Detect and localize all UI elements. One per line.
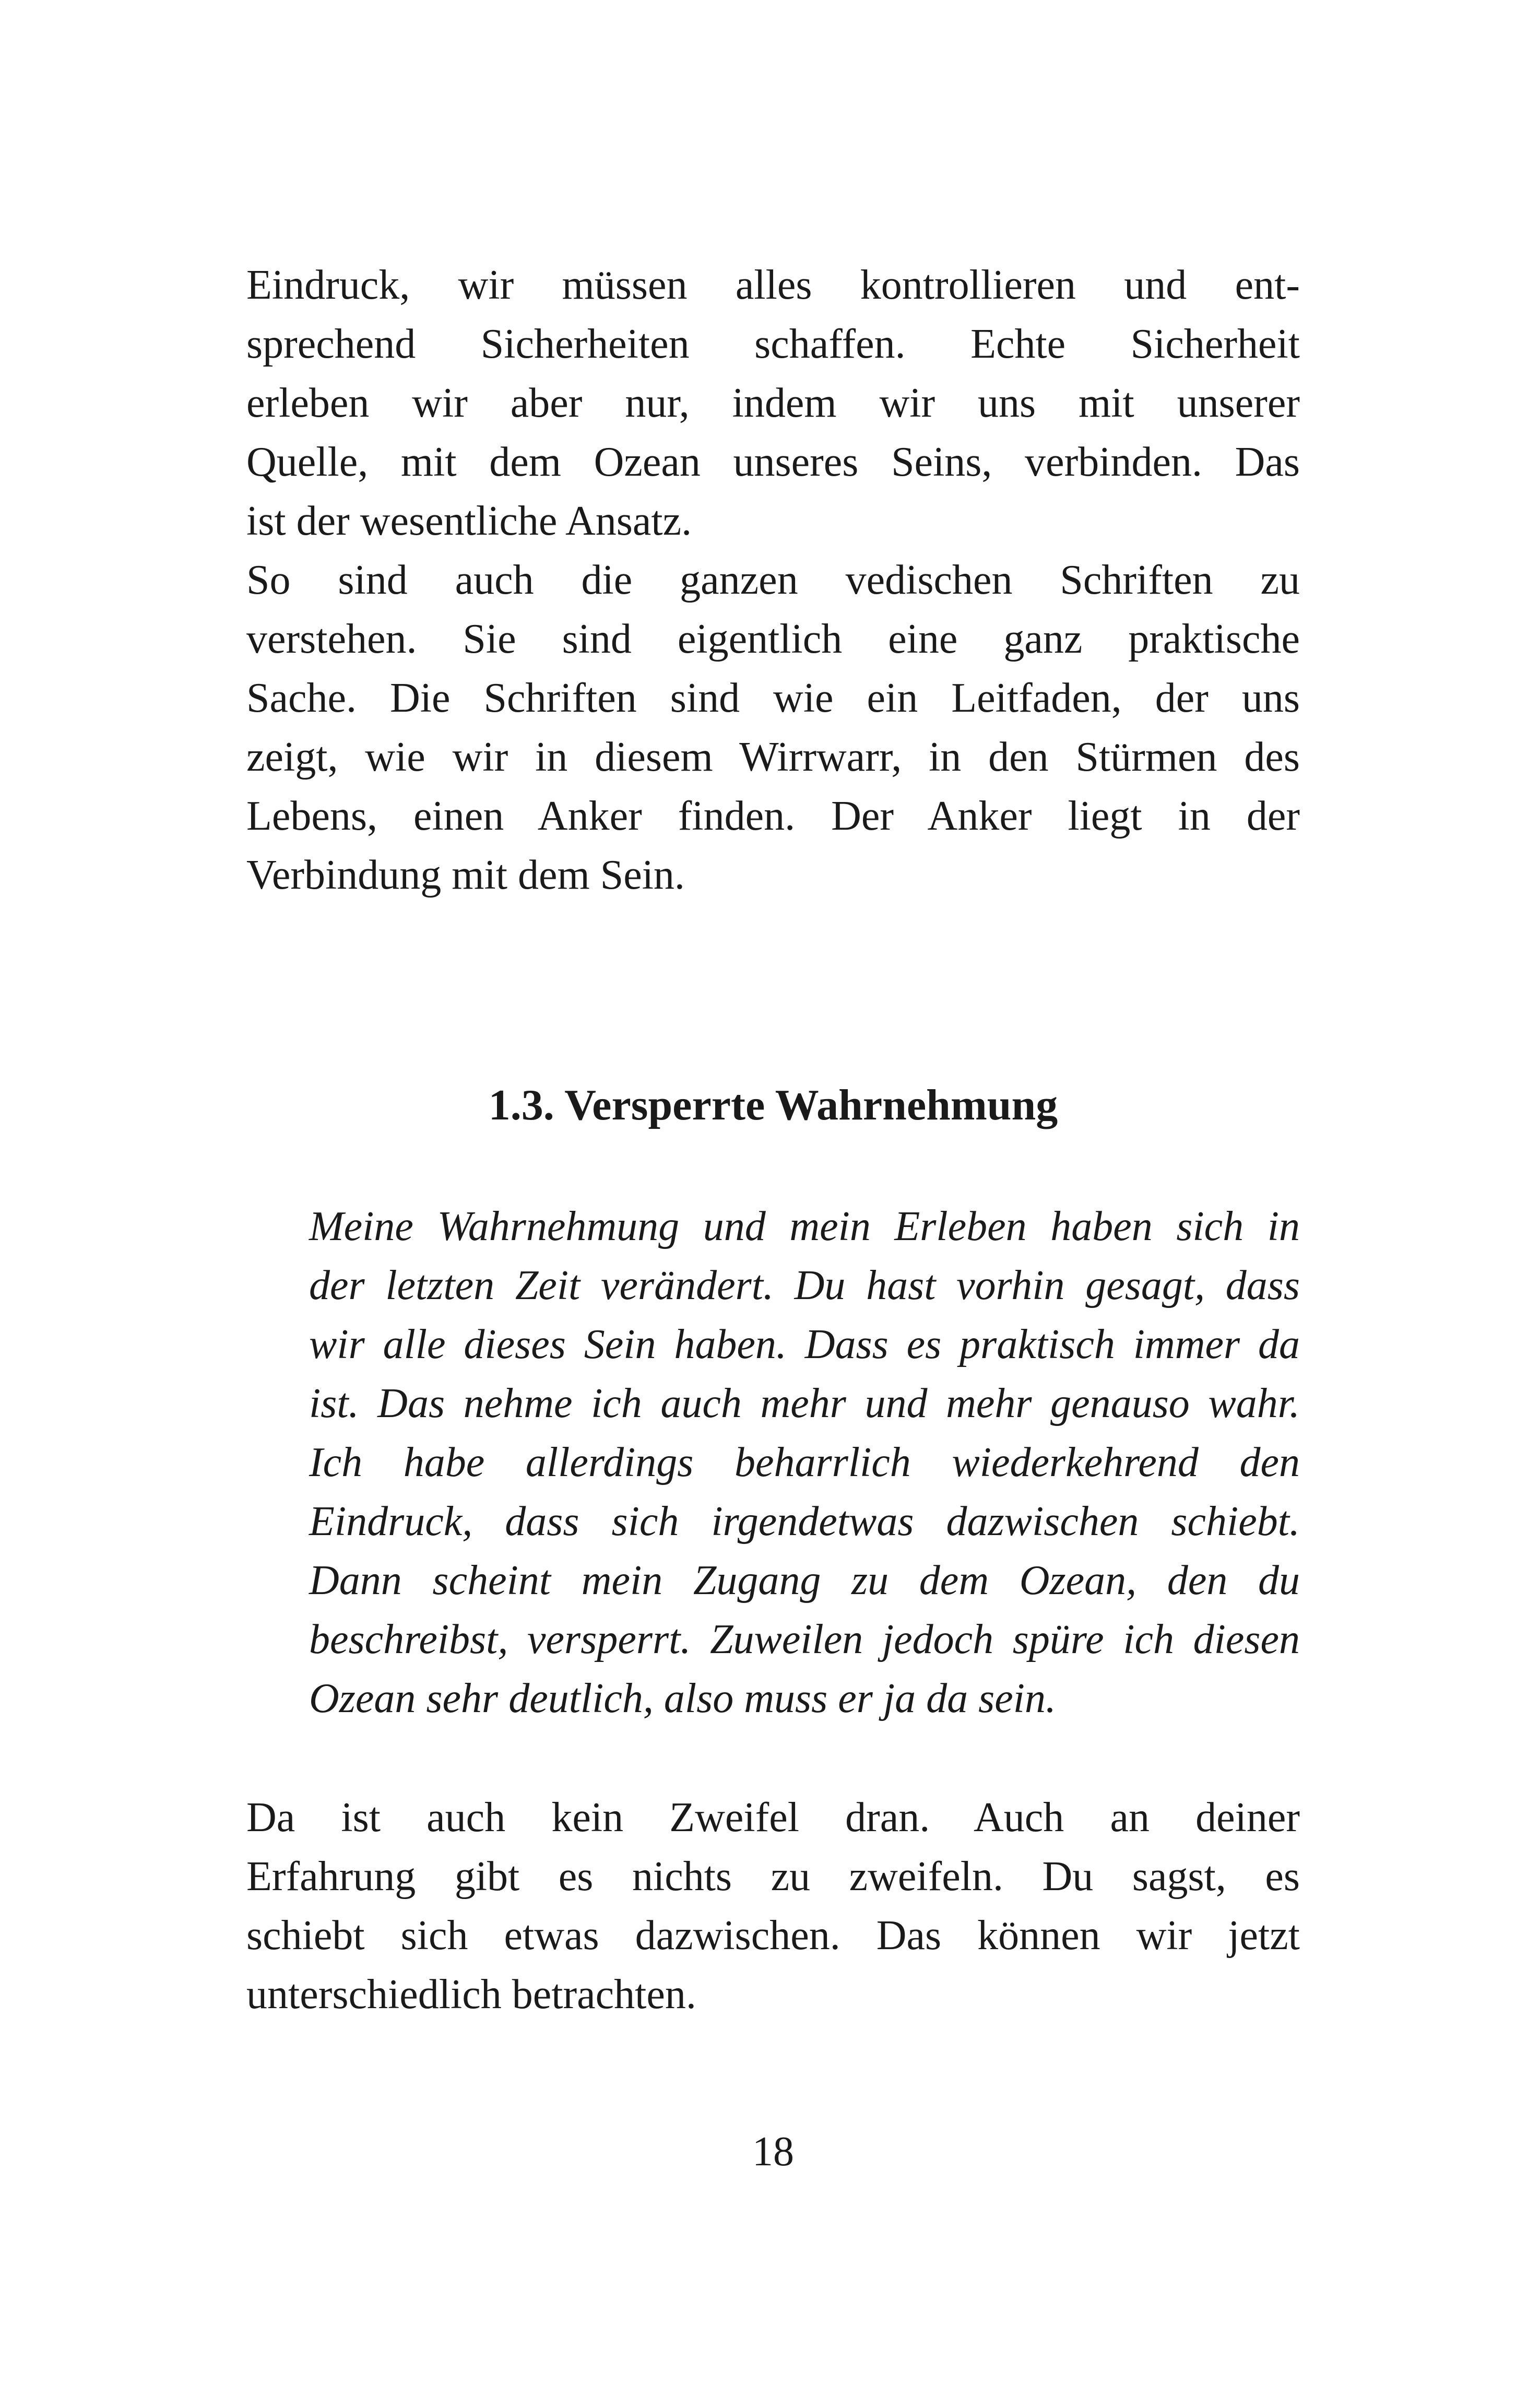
text-line: Lebens, einen Anker finden. Der Anker liegt in der <box>246 793 1300 839</box>
quote-line: beschreibst, versperrt. Zuweilen jedoch spüre ich diesen <box>309 1617 1300 1662</box>
quote-line: Eindruck, dass sich irgendetwas dazwischen schiebt. <box>309 1499 1300 1544</box>
text-line: Sache. Die Schriften sind wie ein Leitfaden, der uns <box>246 675 1300 721</box>
text-line: Da ist auch kein Zweifel dran. Auch an deiner <box>246 1795 1300 1841</box>
page-number: 18 <box>752 2129 794 2175</box>
quote-line: Ozean sehr deutlich, also muss er ja da sein. <box>309 1676 1057 1721</box>
text-line: erleben wir aber nur, indem wir uns mit unserer <box>246 380 1300 426</box>
text-line: verstehen. Sie sind eigentlich eine ganz praktische <box>246 616 1300 662</box>
text-line: schiebt sich etwas dazwischen. Das können wir jetzt <box>246 1913 1300 1959</box>
quote-line: Meine Wahrnehmung und mein Erleben haben sich in <box>309 1204 1300 1249</box>
quote-line: wir alle dieses Sein haben. Dass es praktisch immer da <box>309 1322 1300 1367</box>
section-heading: 1.3. Versperrte Wahrnehmung <box>488 1081 1058 1129</box>
quote-line: ist. Das nehme ich auch mehr und mehr genauso wahr. <box>309 1381 1300 1426</box>
text-line: zeigt, wie wir in diesem Wirrwarr, in den Stürmen des <box>246 734 1300 780</box>
text-line: Verbindung mit dem Sein. <box>246 852 685 898</box>
quote-line: der letzten Zeit verändert. Du hast vorhin gesagt, dass <box>309 1263 1300 1308</box>
text-line: ist der wesentliche Ansatz. <box>246 498 692 544</box>
text-line: Quelle, mit dem Ozean unseres Seins, verbinden. Das <box>246 439 1300 485</box>
text-line: unterschiedlich betrachten. <box>246 1972 696 2018</box>
text-line: So sind auch die ganzen vedischen Schriften zu <box>246 557 1300 603</box>
quote-line: Dann scheint mein Zugang zu dem Ozean, den du <box>309 1558 1300 1603</box>
quote-line: Ich habe allerdings beharrlich wiederkehrend den <box>309 1440 1300 1485</box>
text-line: Erfahrung gibt es nichts zu zweifeln. Du sagst, es <box>246 1854 1300 1900</box>
text-line: sprechend Sicherheiten schaffen. Echte Sicherheit <box>246 321 1300 367</box>
text-line: Eindruck, wir müssen alles kontrollieren und ent- <box>246 262 1300 308</box>
